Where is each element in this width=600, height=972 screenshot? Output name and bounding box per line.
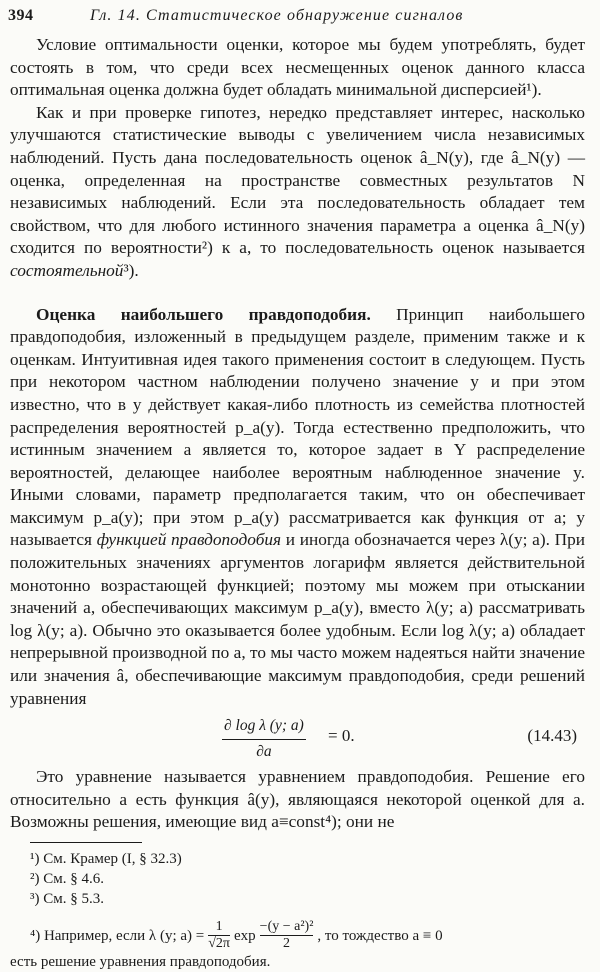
equation-denominator: ∂a <box>256 742 272 760</box>
paragraph-max-likelihood <box>10 304 585 711</box>
footnote-4-fraction-2 <box>260 919 314 952</box>
paragraph-optimality: Условие оптимальности оценки, которое мы будем употреблять, будет состоять в том, что среди всех несмещенных оценок данного класса оптимальная оценка должна будет обладать минимальной дисперсией¹). <box>10 35 585 100</box>
equation-number: (14.43) <box>527 726 577 746</box>
fraction-2-numerator: −(y − a²)² <box>259 919 314 934</box>
consistency-text: Как и при проверке гипотез, нередко представляет интерес, насколько улучшаются статистические выводы с увеличением числа независимых наблюдений. Пусть дана последовательность оценок â_N(y), где â_N(y) — оценка, определенная на пространстве совместных результатов N независимых наблюдений. Если эта последовательность обладает тем свойством, что для любого истинного значения параметра a оценка â_N(y) сходится по вероятности²) к a, то последовательность оценок называется <box>10 102 585 258</box>
page-number: 394 <box>8 7 34 24</box>
fraction-2-denominator: 2 <box>283 936 291 951</box>
fraction-bar <box>222 739 306 740</box>
footnote-3: ³) См. § 5.3. <box>30 891 104 907</box>
likelihood-equation <box>10 714 585 760</box>
equation-numerator: ∂ log λ (y; a) <box>224 717 304 735</box>
footnote-divider <box>30 842 142 843</box>
page-body <box>10 34 585 972</box>
equation-rhs: = 0. <box>328 726 355 746</box>
paragraph-likelihood-equation: Это уравнение называется уравнением правдоподобия. Решение его относительно a есть функция â(y), являющаяся некоторой оценкой для a. Возможны решения, имеющие вид a≡const⁴); они не <box>10 767 585 832</box>
term-consistent: состоятельной <box>10 260 124 280</box>
footnotes <box>10 849 585 972</box>
footnote-4-prefix: ⁴) Например, если λ (y; a) = <box>30 927 205 944</box>
footnote-4 <box>10 919 585 952</box>
footnote-4-suffix: , то тождество a ≡ 0 <box>317 927 443 944</box>
footnote-4-continuation: есть решение уравнения правдоподобия. <box>10 954 271 970</box>
section-gap <box>10 283 585 304</box>
consistency-footnote-ref: ³). <box>123 260 139 280</box>
fraction-1-denominator: √2π <box>208 936 230 951</box>
footnote-4-fraction-1 <box>208 919 230 952</box>
paragraph-consistency <box>10 102 585 283</box>
footnote-4-exp: exp <box>234 927 256 944</box>
footnote-2: ²) См. § 4.6. <box>30 871 104 887</box>
section-heading: Оценка наибольшего правдоподобия. <box>36 304 371 324</box>
fraction-1-numerator: 1 <box>215 919 223 934</box>
running-header <box>8 5 586 27</box>
equation-fraction <box>222 715 306 763</box>
ml-text-b: и иногда обозначается через λ(y; a). При положительных значениях аргументов логарифм является действительной монотонно возрастающей функцией; поэтому мы можем при отыскании значений a, обеспечивающих максимум p_a(y), вместо λ(y; a) рассматривать log λ(y; a). Обычно это оказывается более удобным. Если log λ(y; a) обладает непрерывной производной по a, то мы часто можем надеяться найти значение или значения â, обеспечивающие максимум правдоподобия, среди решений уравнения <box>10 530 585 708</box>
term-likelihood-function: функцией правдоподобия <box>96 530 282 550</box>
footnote-1: ¹) См. Крамер (I, § 32.3) <box>30 851 182 867</box>
ml-text-a: Принцип наибольшего правдоподобия, изложенный в предыдущем разделе, применим также и к оценкам. Интуитивная идея такого применения состоит в следующем. Пусть при некотором частном наблюдении получено значение y и при этом известно, что в y действует какая-либо плотность из семейства плотностей распределения вероятностей p_a(y). Тогда естественно предположить, что истинным значением a является то, которое задает в Y распределение вероятностей, делающее наиболее вероятным наблюденное значение y. Иными словами, параметр предполагается таким, что он обеспечивает максимум p_a(y); при этом p_a(y) рассматривается как функция от a; y называется <box>10 304 585 550</box>
running-title: Гл. 14. Статистическое обнаружение сигналов <box>90 7 464 24</box>
